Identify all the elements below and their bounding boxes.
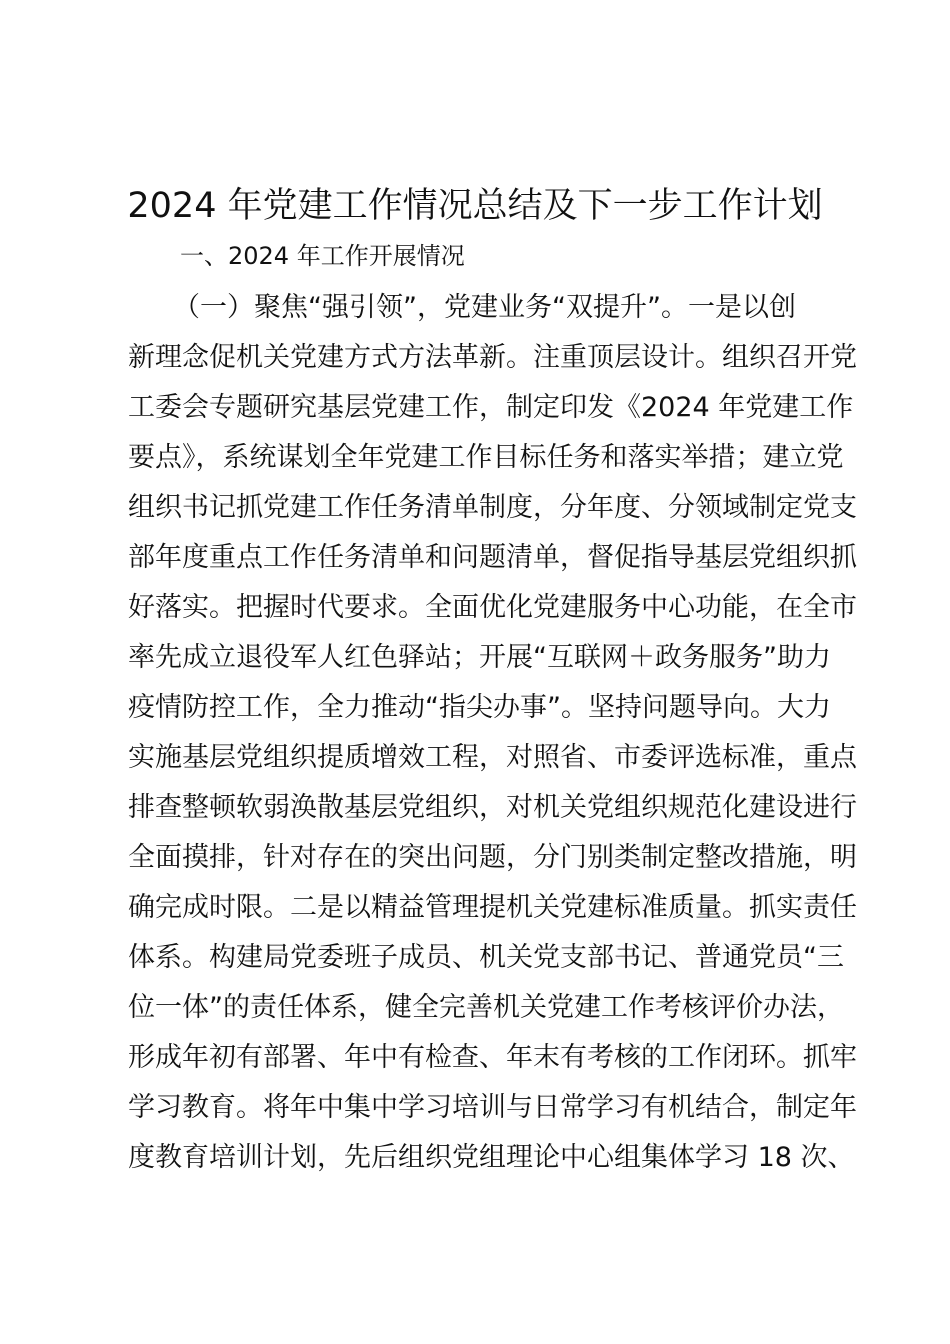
paragraph-line: 全面摸排，针对存在的突出问题，分门别类制定整改措施，明: [128, 842, 857, 873]
paragraph-line: 疫情防控工作，全力推动“指尖办事”。坚持问题导向。大力: [128, 692, 831, 723]
paragraph-line: 好落实。把握时代要求。全面优化党建服务中心功能，在全市: [128, 592, 857, 623]
paragraph-line: 组织书记抓党建工作任务清单制度，分年度、分领域制定党支: [128, 492, 857, 523]
paragraph-line: 度教育培训计划，先后组织党组理论中心组集体学习 18 次、: [128, 1142, 855, 1173]
paragraph-line: （一）聚焦“强引领”，党建业务“双提升”。一是以创: [173, 292, 796, 323]
paragraph-line: 形成年初有部署、年中有检查、年末有考核的工作闭环。抓牢: [128, 1042, 857, 1073]
paragraph-line: 位一体”的责任体系，健全完善机关党建工作考核评价办法，: [128, 992, 844, 1023]
paragraph-line: 学习教育。将年中集中学习培训与日常学习有机结合，制定年: [128, 1092, 857, 1123]
section-heading: 一、2024 年工作开展情况: [180, 242, 465, 270]
paragraph-line: 要点》，系统谋划全年党建工作目标任务和落实举措；建立党: [128, 442, 844, 473]
paragraph-line: 工委会专题研究基层党建工作，制定印发《2024 年党建工作: [128, 392, 854, 423]
paragraph-line: 部年度重点工作任务清单和问题清单，督促指导基层党组织抓: [128, 542, 857, 573]
paragraph-line: 排查整顿软弱涣散基层党组织，对机关党组织规范化建设进行: [128, 792, 857, 823]
paragraph-line: 确完成时限。二是以精益管理提机关党建标准质量。抓实责任: [128, 892, 857, 923]
document-title: 2024 年党建工作情况总结及下一步工作计划: [127, 186, 823, 226]
paragraph-line: 率先成立退役军人红色驿站；开展“互联网＋政务服务”助力: [128, 642, 831, 673]
paragraph-line: 新理念促机关党建方式方法革新。注重顶层设计。组织召开党: [128, 342, 857, 373]
paragraph-line: 体系。构建局党委班子成员、机关党支部书记、普通党员“三: [128, 942, 844, 973]
paragraph: [128, 283, 857, 1183]
paragraph-line: 实施基层党组织提质增效工程，对照省、市委评选标准，重点: [128, 742, 857, 773]
